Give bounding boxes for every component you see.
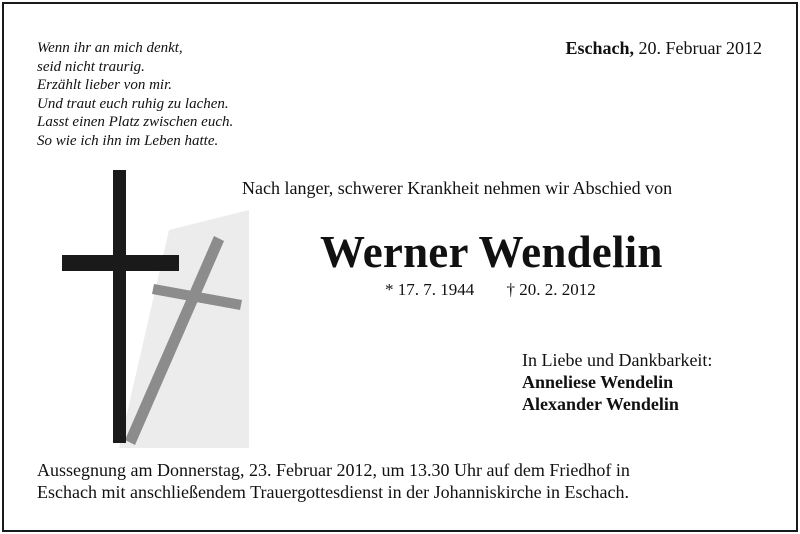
poem-line: Wenn ihr an mich denkt, [37,40,183,56]
dateline-place: Eschach, [565,38,635,58]
service-details [37,459,630,503]
poem-line: So wie ich ihn im Leben hatte. [37,132,219,149]
deceased-name: Werner Wendelin [320,227,663,277]
dateline [566,38,763,59]
cross-artwork [59,170,259,448]
poem-line: Lasst einen Platz zwischen euch. [37,114,234,131]
service-line: Aussegnung am Donnerstag, 23. Februar 2012, um 13.30 Uhr auf dem Friedhof in [37,460,630,480]
mourner-name: Alexander Wendelin [522,394,679,414]
dateline-date: 20. Februar 2012 [638,38,762,58]
farewell-intro: Nach langer, schwerer Krankheit nehmen wir Abschied von [242,178,673,198]
poem-line: Erzählt lieber von mir. [37,77,172,94]
life-dates [385,280,596,300]
death-date: † 20. 2. 2012 [506,280,596,299]
service-line: Eschach mit anschließendem Trauergottesdienst in der Johanniskirche in Eschach. [37,482,630,502]
poem-line: Und traut euch ruhig zu lachen. [37,95,229,112]
poem-line: seid nicht traurig. [37,58,145,75]
mourners-intro: In Liebe und Dankbarkeit: [522,350,713,370]
birth-date: * 17. 7. 1944 [385,280,475,299]
mourner-name: Anneliese Wendelin [522,372,674,392]
mourners-block [522,349,712,415]
obituary-notice [2,2,798,532]
memorial-poem [37,39,233,151]
